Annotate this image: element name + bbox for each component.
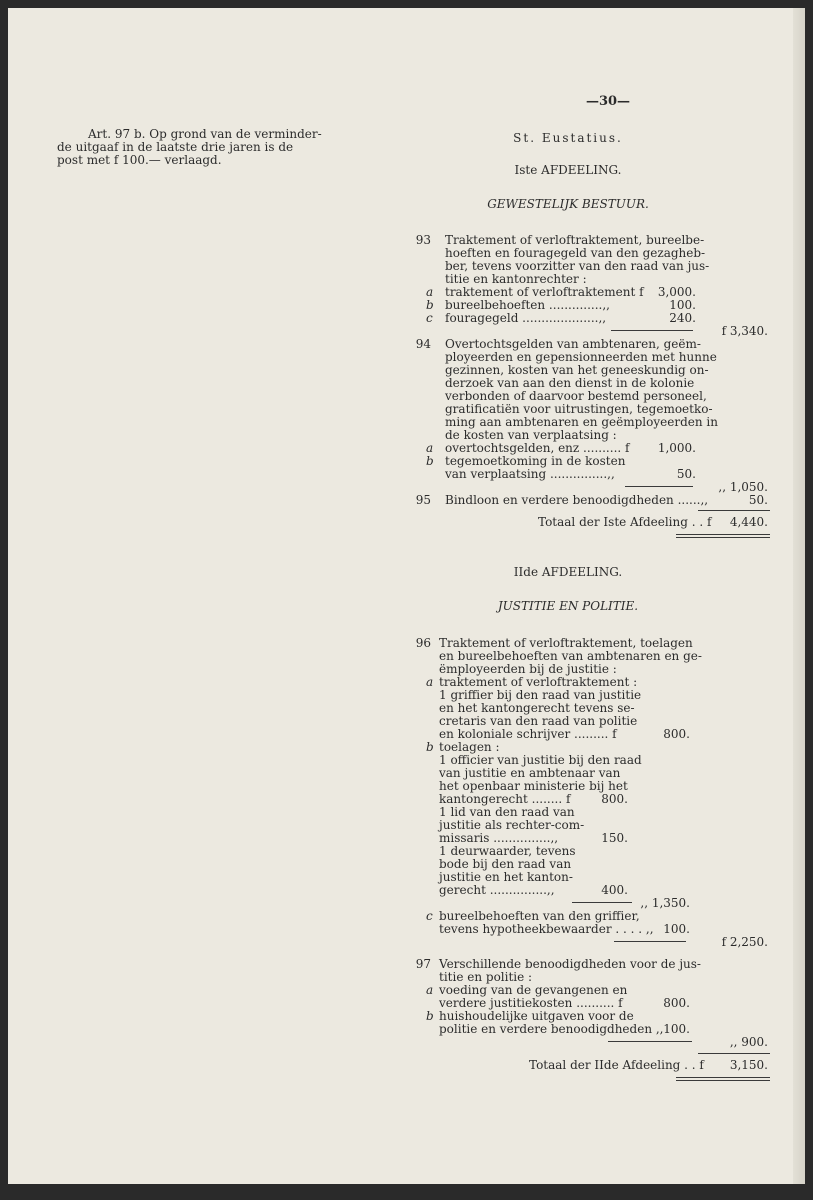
page-number: —30— (585, 94, 631, 109)
total-rule (698, 510, 770, 511)
document-page: —30— Art. 97 b. Op grond van de verminder- de uitgaaf in de laatste drie jaren is de post met f 100.— verlaagd. St. Eustatius. Iste AFDEELING. GEWESTELIJK BESTUUR. 93 Traktement of verloftraktement, bureelbe- hoeften en fouragegeld van den gezagheb- ber, tevens voorzitter van den raad van jus- titie en kantonrechter : a traktement of verloftraktement f 3,000. b bureelbehoeften ..............,, 100. c fouragegeld ....................,, 240. f 3,340. 94 Overtochtsgelden van ambtenaren, geëm- ployeerden en gepensionneerden met hunne gezinnen, kosten van het geneeskundig on- derzoek van aan den dienst in de kolonie verbonden of daarvoor bestemd personeel, gratificatiën voor uitrustingen, tegemoetko- ming aan ambtenaren en geëmployeerden in de kosten van verplaatsing : a overtochtsgelden, enz .......... f 1,000. b tegemoetkoming in de kosten van verplaatsing ...............,, 50. ,, 1,050. 95 Bindloon en verdere benoodigdheden ......,, 50. Totaal der Iste Afdeeling . . f 4,440. IIde AFDEELING. JUSTITIE EN POLITIE. 96 Traktement of verloftraktement, toelagen en bureelbehoeften van ambtenaren en ge- ëmployeerden bij de justitie : a traktement of verloftraktement : 1 griffier bij den raad van justitie en het kantongerecht tevens se- cretaris van den raad van politie en koloniale schrijver ......... f 800. b toelagen : 1 officier van justitie bij den raad van justitie en ambtenaar van het openbaar ministerie bij het kantongerecht ........ f 800. 1 lid van den raad van justitie als rechter-com- missaris ...............,, 150. 1 deurwaarder, tevens bode bij den raad van justitie en het kanton- gerecht ...............,, 400. ,, 1,350. c bureelbehoeften van den griffier, tevens hypotheekbewaarder . . . . ,, 100. f 2,250. 97 Verschillende benoodigdheden voor de jus- titie en politie : a voeding van de gevangenen en verdere justitiekosten .......... f 800. b huishoudelijke uitgaven voor de politie en verdere benoodigdheden ,, 100. ,, 900. Totaal der IIde Afdeeling . . f 3,150. (8, 8, 805, 1184)
item-number: 93 (415, 233, 431, 247)
item-total: f 3,340. (721, 324, 768, 338)
section2-subheading: JUSTITIE EN POLITIE. (497, 599, 639, 613)
page-edge-shadow (793, 8, 805, 1184)
section2-heading: IIde AFDEELING. (513, 565, 623, 579)
section2-total-label: Totaal der IIde Afdeeling . . f (529, 1058, 704, 1072)
double-rule (676, 1077, 770, 1081)
section2-total-amount: 3,150. (729, 1058, 768, 1072)
section1-subheading: GEWESTELIJK BESTUUR. (487, 197, 649, 211)
double-rule (676, 534, 770, 538)
section1-heading: Iste AFDEELING. (514, 163, 622, 177)
total-rule (698, 1053, 770, 1054)
section1-total-label: Totaal der Iste Afdeeling . . f (538, 515, 712, 529)
island-title: St. Eustatius. (513, 131, 623, 145)
section1-total-amount: 4,440. (729, 515, 768, 529)
